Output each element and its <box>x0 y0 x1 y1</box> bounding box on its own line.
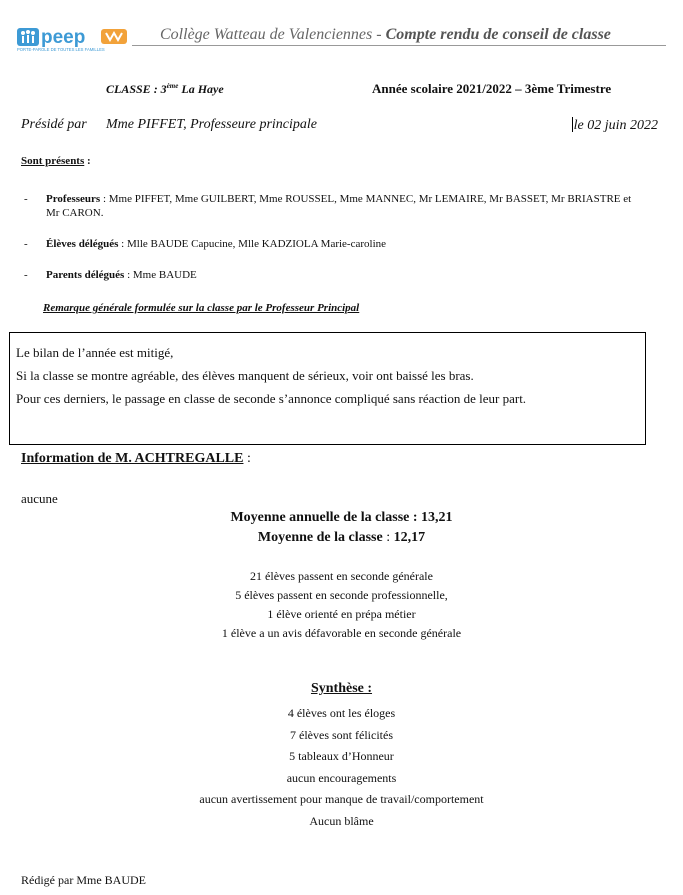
header-divider <box>132 45 666 46</box>
synthesis-list <box>0 703 683 832</box>
list-item: 1 élève a un avis défavorable en seconde générale <box>221 626 462 640</box>
remark-line: Si la classe se montre agréable, des élèves manquent de sérieux, voir ont baissé les bras. <box>16 368 474 383</box>
author-note: Rédigé par Mme BAUDE <box>21 873 146 887</box>
list-item: Aucun blâme <box>309 813 374 828</box>
list-item: - Parents délégués : Mme BAUDE <box>24 269 197 281</box>
remark-box <box>9 332 646 445</box>
peep-logo <box>17 26 127 52</box>
presided-name: Mme PIFFET, Professeure principale <box>106 117 317 132</box>
list-item: - Élèves délégués : Mlle BAUDE Capucine, Mlle KADZIOLA Marie-caroline <box>24 238 387 250</box>
information-text: aucune <box>21 491 58 506</box>
list-item: aucun encouragements <box>286 770 397 785</box>
list-item: 4 élèves ont les éloges <box>287 706 396 720</box>
present-title: Sont présents : <box>21 155 91 167</box>
list-item: 5 élèves passent en seconde professionnelle, <box>235 588 448 602</box>
list-item: - Professeurs : Mme PIFFET, Mme GUILBERT, Mme ROUSSEL, Mme MANNEC, Mr LEMAIRE, Mr BASSET, Mr BRIASTRE et Mr CARON. <box>24 193 632 219</box>
class-name: CLASSE : 3ème La Haye <box>106 82 224 96</box>
class-average: Moyenne de la classe : 12,17 <box>257 530 426 545</box>
svg-text:peep: peep <box>41 27 86 48</box>
list-item: 1 élève orienté en prépa métier <box>267 607 416 621</box>
remark-line: Pour ces derniers, le passage en classe de seconde s’annonce compliqué sans réaction de leur part. <box>16 391 527 406</box>
remark-line: Le bilan de l’année est mitigé, <box>16 345 174 360</box>
list-item: aucun avertissement pour manque de travail/comportement <box>199 792 484 806</box>
document-title: Collège Watteau de Valenciennes - Compte rendu de conseil de classe <box>160 26 611 43</box>
meeting-date: le 02 juin 2022 <box>573 118 658 133</box>
text-cursor <box>572 117 573 132</box>
list-item: 5 tableaux d’Honneur <box>289 749 394 763</box>
svg-text:PORTE-PAROLE DE TOUTES LES FAM: PORTE-PAROLE DE TOUTES LES FAMILLES <box>17 47 105 52</box>
information-title: Information de M. ACHTREGALLE : <box>21 451 251 466</box>
synthesis-title: Synthèse : <box>310 681 373 696</box>
school-year: Année scolaire 2021/2022 – 3ème Trimestre <box>372 81 612 96</box>
annual-average: Moyenne annuelle de la classe : 13,21 <box>230 510 453 525</box>
presided-label: Présidé par <box>21 117 87 132</box>
orientation-list <box>0 567 683 643</box>
list-item: 7 élèves sont félicités <box>290 727 393 742</box>
list-item: 21 élèves passent en seconde générale <box>250 569 433 583</box>
remark-title: Remarque générale formulée sur la classe par le Professeur Principal <box>43 302 360 314</box>
